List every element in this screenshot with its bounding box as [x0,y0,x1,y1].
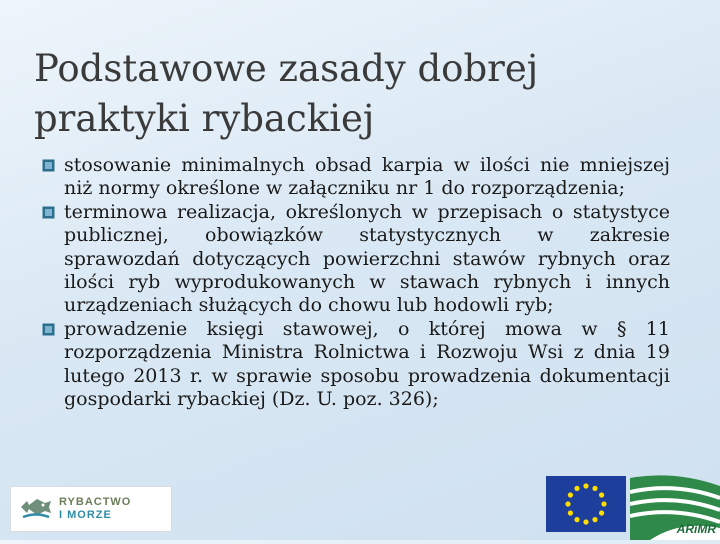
arimr-logo-text: ARiMR [676,522,716,536]
bullet-text: stosowanie minimalnych obsad karpia w ilości nie mniejszej niż normy określone w załączniku nr 1 do rozporządzenia; [64,154,670,200]
arimr-logo [630,472,720,540]
eu-flag-icon [546,476,626,532]
bullet-list [42,154,670,411]
logo-line-2: I MORZE [59,509,112,521]
bullet-item [42,318,670,412]
rybactwo-logo-text [59,496,131,522]
logo-line-1: RYBACTWO [59,496,132,508]
rybactwo-i-morze-logo [10,486,172,532]
slide-title: Podstawowe zasady dobrej praktyki rybackiej [34,47,539,140]
bullet-text: terminowa realizacja, określonych w przepisach o statystyce publicznej, obowiązków statystycznych w zakresie sprawozdań dotyczących powierzchni stawów rybnych oraz ilości ryb wyprodukowanych w stawach rybnych i innych urządzeniach służących do chowu lub hodowli ryb; [64,200,670,317]
bullet-item [42,154,670,201]
checkbox-square-bullet-icon [42,206,55,219]
bullet-item [42,201,670,318]
checkbox-square-bullet-icon [42,159,55,172]
footer-logos [0,472,720,540]
fish-boat-logo-icon [19,493,53,525]
bullet-text: prowadzenie księgi stawowej, o której mowa w § 11 rozporządzenia Ministra Rolnictwa i Rozwoju Wsi z dnia 19 lutego 2013 r. w sprawie sposobu prowadzenia dokumentacji gospodarki rybackiej (Dz. U. poz. 326); [64,317,670,411]
checkbox-square-bullet-icon [42,323,55,336]
